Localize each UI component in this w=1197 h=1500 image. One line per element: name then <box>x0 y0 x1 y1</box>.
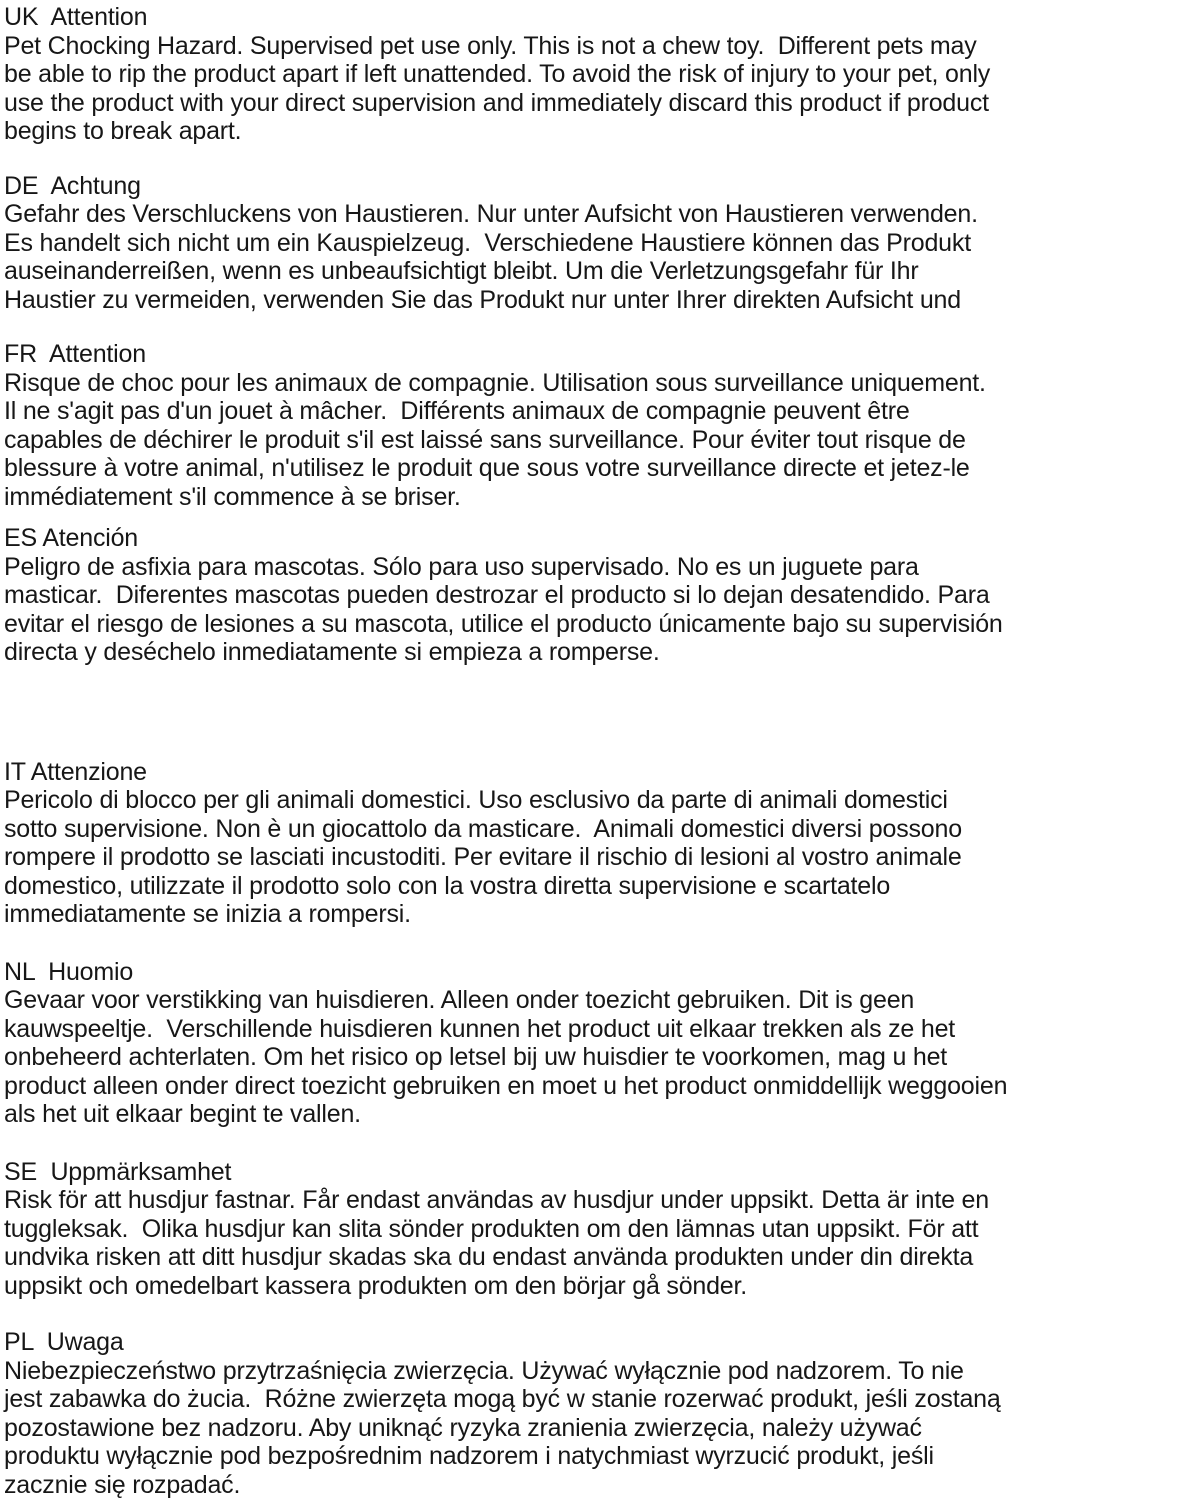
body-line: Gefahr des Verschluckens von Haustieren. Nur unter Aufsicht von Haustieren verwenden. <box>4 200 978 228</box>
body-line: begins to break apart. <box>4 117 242 145</box>
body-line: rompere il prodotto se lasciati incustoditi. Per evitare il rischio di lesioni al vostro animale <box>4 843 962 871</box>
body-line: be able to rip the product apart if left unattended. To avoid the risk of injury to your pet, only <box>4 60 991 88</box>
body-line: directa y deséchelo inmediatamente si empieza a romperse. <box>4 638 660 666</box>
body-line: sotto supervisione. Non è un giocattolo da masticare. Animali domestici diversi possono <box>4 814 962 843</box>
section-heading: DE Achtung <box>4 171 141 200</box>
body-line: Il ne s'agit pas d'un jouet à mâcher. Différents animaux de compagnie peuvent être <box>4 397 910 425</box>
section-body <box>4 986 1197 1129</box>
section-heading: SE Uppmärksamhet <box>4 1157 232 1186</box>
section-body <box>4 786 1197 929</box>
warning-section <box>4 1158 1197 1301</box>
body-line: domestico, utilizzate il prodotto solo con la vostra diretta supervisione e scartatelo <box>4 871 891 900</box>
body-line: Risk för att husdjur fastnar. Får endast användas av husdjur under uppsikt. Detta är inte en <box>4 1186 989 1214</box>
body-line: als het uit elkaar begint te vallen. <box>4 1100 361 1128</box>
body-line: onbeheerd achterlaten. Om het risico op letsel bij uw huisdier te voorkomen, mag u het <box>4 1043 948 1071</box>
body-line: pozostawione bez nadzoru. Aby uniknąć ryzyka zranienia zwierzęcia, należy używać <box>4 1413 922 1442</box>
section-body <box>4 369 1197 512</box>
body-line: evitar el riesgo de lesiones a su mascota, utilice el producto únicamente bajo su supervisión <box>4 609 1003 638</box>
body-line: Haustier zu vermeiden, verwenden Sie das Produkt nur unter Ihrer direkten Aufsicht und <box>4 285 961 314</box>
section-heading: PL Uwaga <box>4 1328 124 1356</box>
body-line: Pet Chocking Hazard. Supervised pet use only. This is not a chew toy. Different pets may <box>4 31 977 60</box>
warning-section <box>4 3 1197 146</box>
section-body <box>4 32 1197 146</box>
section-body <box>4 1186 1197 1300</box>
section-heading: UK Attention <box>4 3 148 31</box>
section-heading: NL Huomio <box>4 957 134 986</box>
body-line: Risque de choc pour les animaux de compagnie. Utilisation sous surveillance uniquement. <box>4 368 986 397</box>
body-line: Es handelt sich nicht um ein Kauspielzeug. Verschiedene Haustiere können das Produkt <box>4 228 971 257</box>
warning-section <box>4 958 1197 1129</box>
body-line: jest zabawka do żucia. Różne zwierzęta mogą być w stanie rozerwać produkt, jeśli zostaną <box>4 1385 1001 1413</box>
body-line: tuggleksak. Olika husdjur kan slita sönder produkten om den lämnas utan uppsikt. För att <box>4 1214 979 1243</box>
body-line: immediatamente se inizia a rompersi. <box>4 900 411 928</box>
body-line: Gevaar voor verstikking van huisdieren. Alleen onder toezicht gebruiken. Dit is geen <box>4 986 915 1014</box>
warning-section <box>4 172 1197 315</box>
body-line: Peligro de asfixia para mascotas. Sólo para uso supervisado. No es un juguete para <box>4 552 919 581</box>
body-line: immédiatement s'il commence à se briser. <box>4 482 461 511</box>
body-line: kauwspeeltje. Verschillende huisdieren kunnen het product uit elkaar trekken als ze het <box>4 1014 956 1043</box>
section-heading: ES Atención <box>4 524 139 552</box>
body-line: Pericolo di blocco per gli animali domestici. Uso esclusivo da parte di animali domestici <box>4 786 948 814</box>
section-body <box>4 1357 1197 1500</box>
warning-section <box>4 524 1197 667</box>
section-heading: IT Attenzione <box>4 757 147 786</box>
body-line: produktu wyłącznie pod bezpośrednim nadzorem i natychmiast wyrzucić produkt, jeśli <box>4 1442 934 1470</box>
section-heading: FR Attention <box>4 340 146 368</box>
body-line: capables de déchirer le produit s'il est laissé sans surveillance. Pour éviter tout risque de <box>4 425 966 454</box>
body-line: uppsikt och omedelbart kassera produkten om den börjar gå sönder. <box>4 1271 748 1300</box>
warning-section <box>4 758 1197 929</box>
body-line: masticar. Diferentes mascotas pueden destrozar el producto si lo dejan desatendido. Para <box>4 581 990 609</box>
body-line: auseinanderreißen, wenn es unbeaufsichtigt bleibt. Um die Verletzungsgefahr für Ihr <box>4 257 919 285</box>
body-line: Niebezpieczeństwo przytrzaśnięcia zwierzęcia. Używać wyłącznie pod nadzorem. To nie <box>4 1356 964 1385</box>
body-line: use the product with your direct supervision and immediately discard this product if product <box>4 88 989 117</box>
body-line: blessure à votre animal, n'utilisez le produit que sous votre surveillance directe et jetez-le <box>4 454 970 482</box>
warning-section <box>4 1328 1197 1499</box>
body-line: undvika risken att ditt husdjur skadas ska du endast använda produkten under din direkta <box>4 1243 974 1271</box>
body-line: product alleen onder direct toezicht gebruiken en moet u het product onmiddellijk weggooien <box>4 1071 1008 1100</box>
warning-section <box>4 340 1197 511</box>
section-body <box>4 200 1197 314</box>
section-body <box>4 553 1197 667</box>
body-line: zacznie się rozpadać. <box>4 1470 241 1499</box>
